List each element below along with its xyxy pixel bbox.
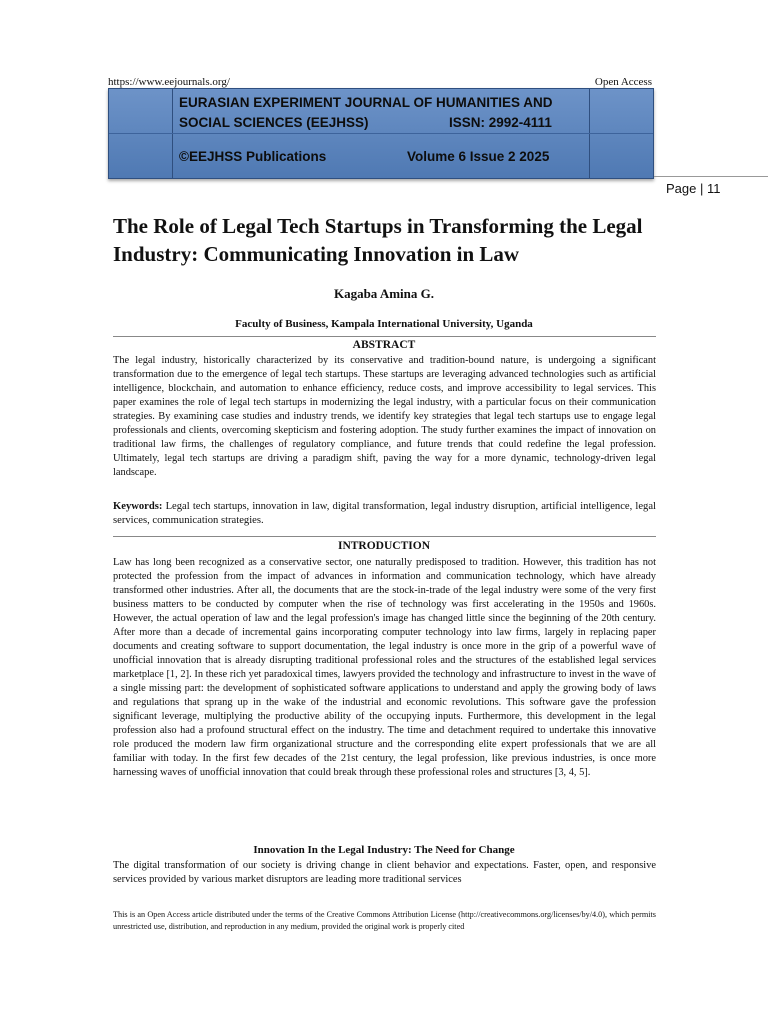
abstract-text: The legal industry, historically characterized by its conservative and tradition-bound nature, is undergoing a significant transformation due to the emergence of legal tech startups. These startups are leveraging advanced technologies such as artificial intelligence, blockchain, and automation to enhance efficiency, reduce costs, and improve accessibility to legal services. This paper examines the role of legal tech startups in modernizing the legal industry, with a particular focus on their communication strategies. By examining case studies and industry trends, we identify key strategies that legal tech startups use to engage legal professionals and clients, overcoming skepticism and fostering adoption. The study further examines the impact of innovation on traditional law firms, the challenges of regulatory compliance, and future trends that could redefine the legal profession. Ultimately, legal tech startups are driving a paradigm shift, paving the way for a more dynamic, technology-driven legal landscape.: [113, 355, 656, 478]
author-affiliation: Faculty of Business, Kampala International University, Uganda: [235, 318, 533, 330]
journal-name-line2: SOCIAL SCIENCES (EEJHSS): [179, 115, 369, 130]
abstract-heading: ABSTRACT: [352, 339, 416, 351]
journal-issn: ISSN: 2992-4111: [449, 115, 552, 130]
journal-name-line1: EURASIAN EXPERIMENT JOURNAL OF HUMANITIES AND: [179, 95, 553, 110]
page-number-rule: [654, 176, 768, 177]
page-number: Page | 11: [666, 181, 721, 196]
journal-url[interactable]: https://www.eejournals.org/: [108, 76, 230, 88]
abstract-top-rule: [113, 336, 656, 337]
open-access-label: Open Access: [594, 76, 652, 88]
section-text: The digital transformation of our society is driving change in client behavior and expectations. Faster, open, and responsive services provided by various market disruptors are leading more traditional services: [113, 860, 656, 885]
introduction-text: Law has long been recognized as a conservative sector, one naturally predisposed to tradition. However, this tradition has not protected the profession from the impact of advances in information and communication technology, which have already transformed other industries. After all, the documents that are the stock-in-trade of the legal industry were some of the very first business matters to be conducted by computer when the rise of technology was first accelerating in the 1950s and 1960s. However, the actual operation of law and the legal profession's image has changed little since the beginning of the 20th century. After more than a decade of incremental gains incorporating computer technology into law firms, largely in replacing paper documents and creating software to support documentation, the legal industry is once more in the grip of a powerful wave of unofficial innovation that is already disrupting traditional professional roles and the structures of the established legal services marketplace [1, 2]. In these rich yet paradoxical times, lawyers provided the technology and infrastructure to invest in the wave of a single missing part: the development of sophisticated software applications to understand and apply the growing body of laws and regulations that sprang up in the wake of the industrial and economic revolutions. This software gave the profession significant leverage, multiplying the productive ability of the occupying inputs. Furthermore, this development in the legal profession also had a profound structural effect on the industry. The time and detachment required to undertake this innovative role produced the modern law firm organizational structure and the corresponding elite expert professionals that we are all familiar with today. In the first few decades of the 21st century, the legal profession, like previous industries, is once more harnessing waves of unofficial innovation that could break through these professional roles and structures [3, 4, 5].: [113, 557, 656, 778]
article-title: The Role of Legal Tech Startups in Transforming the Legal Industry: Communicating Innovation in Law: [113, 214, 643, 266]
keywords-label: Keywords:: [113, 501, 163, 512]
banner-divider-middle: [109, 133, 653, 134]
journal-banner: [108, 88, 654, 179]
introduction-heading: INTRODUCTION: [337, 540, 430, 552]
publisher-label: ©EEJHSS Publications: [179, 149, 327, 164]
keywords-block: [113, 500, 656, 528]
keywords-text: Legal tech startups, innovation in law, digital transformation, legal industry disruption, artificial intelligence, legal services, communication strategies.: [113, 501, 656, 526]
license-footer: This is an Open Access article distributed under the terms of the Creative Commons Attribution License (http://creativecommons.org/licenses/by/4.0), which permits unrestricted use, distribution, and reproduction in any medium, provided the original work is properly cited: [113, 910, 656, 931]
volume-issue: Volume 6 Issue 2 2025: [407, 149, 550, 164]
section-subheading: Innovation In the Legal Industry: The Need for Change: [253, 844, 515, 856]
intro-top-rule: [113, 536, 656, 537]
article-author: Kagaba Amina G.: [333, 286, 435, 301]
